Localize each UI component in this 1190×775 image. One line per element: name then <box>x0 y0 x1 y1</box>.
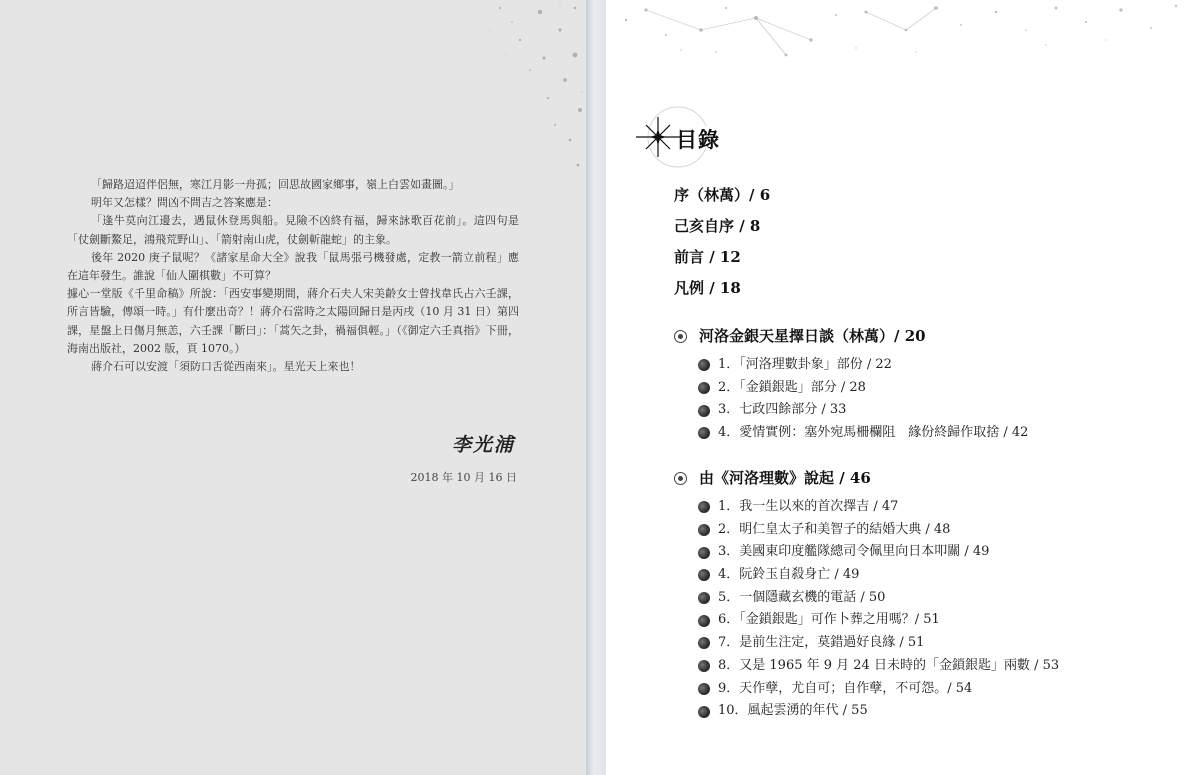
moon-icon <box>698 592 710 604</box>
section-heading <box>674 466 1059 490</box>
toc-item-label: 1．我一生以來的首次擇吉 / 47 <box>718 499 899 514</box>
paragraph: 後年 2020 庚子鼠呢？《諸家星命大全》說我「鼠馬張弓機發處，定教一箭立前程」應在這年發生。誰說「仙人圍棋數」不可算？ <box>67 250 519 283</box>
toc-entry: 己亥自序 / 8 <box>674 217 761 235</box>
right-page-starfield <box>606 0 1190 70</box>
moon-icon <box>698 427 710 439</box>
toc-item <box>698 655 1059 678</box>
section-title: 由《河洛理數》說起 / 46 <box>699 469 871 487</box>
toc-item <box>698 678 1059 701</box>
left-page-starfield <box>0 0 586 200</box>
toc-item <box>698 587 1059 610</box>
preface-body-text <box>67 176 519 376</box>
toc-title: 目錄 <box>676 127 720 152</box>
moon-icon <box>698 660 710 672</box>
moon-icon <box>698 547 710 559</box>
toc-item <box>698 632 1059 655</box>
toc-item <box>698 422 1028 445</box>
moon-icon <box>698 683 710 695</box>
toc-item-label: 5．一個隱藏玄機的電話 / 50 <box>718 589 886 605</box>
right-page <box>606 0 1190 775</box>
moon-icon <box>698 501 710 513</box>
toc-item <box>698 541 1059 564</box>
paragraph: 「逢牛莫向江邊去，遇鼠休登馬與船。見險不凶終有福，歸來詠歌百花前」。這四句是「仗劍斷鰲足，鴻飛荒野山」、「箭射南山虎，仗劍斬龍蛇」的主象。 <box>67 214 519 246</box>
paragraph: 「歸路迢迢伴侶無，寒江月影一舟孤；回思故國家鄉事，嶺上白雲如畫圖。」 <box>91 178 460 191</box>
toc-item-label: 2．明仁皇太子和美智子的結婚大典 / 48 <box>718 521 951 537</box>
section-heading <box>674 324 1028 348</box>
circle-dot-icon <box>674 472 687 485</box>
toc-item <box>698 519 1059 542</box>
toc-item-label: 9．天作孽，尤自可；自作孽，不可怨。/ 54 <box>718 680 973 696</box>
moon-icon <box>698 569 710 581</box>
toc-item <box>698 399 1028 422</box>
paragraph: 明年又怎樣？問凶不問吉之答案應是： <box>91 196 278 210</box>
moon-icon <box>698 615 710 627</box>
toc-item <box>698 700 1059 723</box>
toc-item-label: 2．「金鎖銀匙」部分 / 28 <box>718 379 866 395</box>
toc-item-label: 1．「河洛理數卦象」部份 / 22 <box>718 357 892 372</box>
section-items <box>698 354 1028 445</box>
front-matter-list <box>674 180 770 304</box>
moon-icon <box>698 359 710 371</box>
toc-item <box>698 496 1059 519</box>
paragraph: 據心一堂版《千里命稿》所說：「西安事變期間，蔣介石夫人宋美齡女士曾找韋氏占六壬課，所言皆驗，傳頌一時。」有什麼出奇？！蔣介石當時之太陽回歸日是丙戌（10 月 31 日）第四課，星盤上日傷月無恙，六壬課「斷曰」：「蒿矢之卦，禍福俱輕。」（《御定六壬真指》下冊，海南出版社，2002 版，頁 1070。） <box>67 287 519 355</box>
moon-icon <box>698 382 710 394</box>
toc-item-label: 4．愛情實例：塞外宛馬柵欄阻 緣份終歸作取捨 / 42 <box>718 425 1029 441</box>
moon-icon <box>698 405 710 417</box>
left-page <box>0 0 586 775</box>
section-items <box>698 496 1059 723</box>
toc-entry: 序（林萬）/ 6 <box>674 186 771 204</box>
toc-entry: 凡例 / 18 <box>674 279 741 297</box>
signature-date: 2018 年 10 月 16 日 <box>410 471 517 484</box>
paragraph: 蔣介石可以安渡「須防口舌從西南來」。星光天上來也！ <box>91 360 361 374</box>
moon-icon <box>698 524 710 536</box>
toc-item <box>698 564 1059 587</box>
book-gutter <box>586 0 606 775</box>
toc-item-label: 7．是前生注定，莫錯過好良緣 / 51 <box>718 635 925 651</box>
toc-item <box>698 354 1028 377</box>
toc-item <box>698 609 1059 632</box>
toc-item-label: 8．又是 1965 年 9 月 24 日未時的「金鎖銀匙」兩數 / 53 <box>718 657 1060 673</box>
section-title: 河洛金銀天星擇日談（林萬）/ 20 <box>699 327 926 345</box>
toc-entry: 前言 / 12 <box>674 248 741 266</box>
toc-item-label: 3．美國東印度艦隊總司令佩里向日本叩關 / 49 <box>718 544 990 560</box>
moon-icon <box>698 706 710 718</box>
circle-dot-icon <box>674 330 687 343</box>
moon-icon <box>698 637 710 649</box>
author-signature: 李光浦 <box>452 434 516 456</box>
toc-item-label: 4．阮鈴玉自殺身亡 / 49 <box>718 567 860 583</box>
toc-item-label: 10．風起雲湧的年代 / 55 <box>718 703 868 719</box>
toc-item-label: 6．「金鎖銀匙」可作卜葬之用嗎？/ 51 <box>718 612 940 628</box>
toc-section-2 <box>674 466 1059 723</box>
toc-item <box>698 377 1028 400</box>
toc-section-1 <box>674 324 1028 445</box>
toc-item-label: 3．七政四餘部分 / 33 <box>718 402 847 418</box>
